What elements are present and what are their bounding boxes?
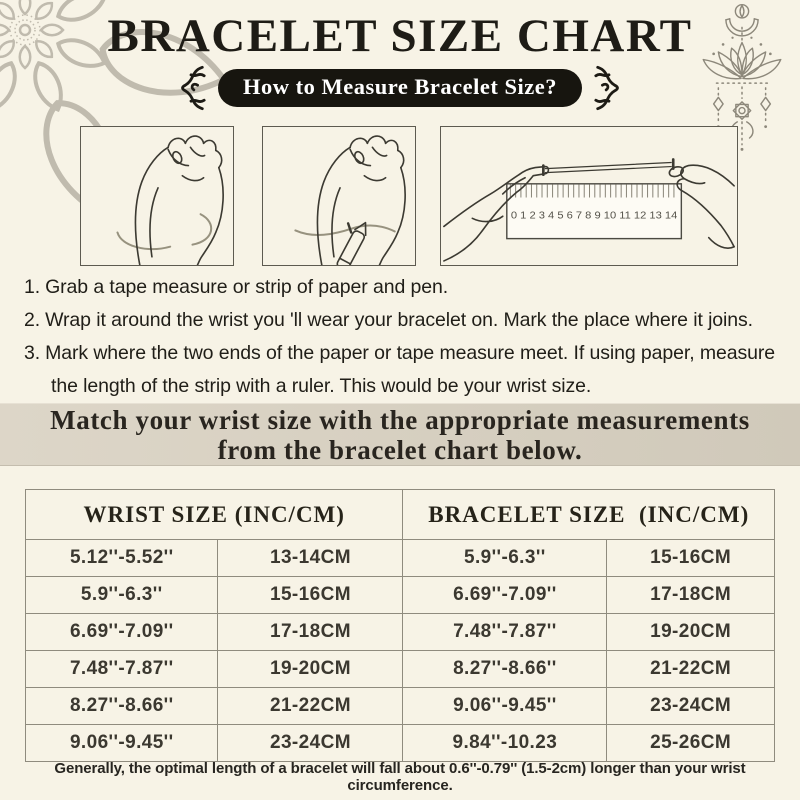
subtitle-row [0, 66, 800, 110]
ruler-numbers: 0 1 2 3 4 5 6 7 8 9 10 11 12 13 14 [510, 210, 678, 222]
wrist-inch-cell: 5.12''-5.52'' [26, 540, 218, 577]
step-3-text: Mark where the two ends of the paper or tape measure meet. If using paper, measure the length of the strip with a ruler. This would be your wrist size. [45, 342, 776, 397]
match-size-banner [0, 403, 800, 466]
wrist-inch-cell: 8.27''-8.66'' [26, 688, 218, 725]
wrist-cm-cell: 17-18CM [218, 614, 403, 651]
wrist-cm-cell: 13-14CM [218, 540, 403, 577]
wrist-cm-cell: 15-16CM [218, 577, 403, 614]
flourish-left-icon [175, 64, 207, 112]
wrist-size-header: WRIST SIZE (INC/CM) [26, 490, 403, 540]
measure-steps [24, 271, 782, 403]
hand-with-tape-drawing [81, 127, 233, 265]
bracelet-inch-cell: 9.84''-10.23 [403, 725, 607, 762]
wrist-cm-cell: 21-22CM [218, 688, 403, 725]
hand-with-pen-drawing [263, 127, 415, 265]
bracelet-inch-cell: 7.48''-7.87'' [403, 614, 607, 651]
bracelet-cm-cell: 19-20CM [607, 614, 775, 651]
bracelet-size-header: BRACELET SIZE (INC/CM) [403, 490, 775, 540]
wrist-inch-cell: 5.9''-6.3'' [26, 577, 218, 614]
wrist-inch-cell: 7.48''-7.87'' [26, 651, 218, 688]
illustration-mark-wrist [262, 126, 416, 266]
table-row [26, 725, 775, 762]
bracelet-cm-cell: 25-26CM [607, 725, 775, 762]
illustration-wrap-tape [80, 126, 234, 266]
bracelet-cm-cell: 15-16CM [607, 540, 775, 577]
bracelet-inch-cell: 8.27''-8.66'' [403, 651, 607, 688]
bracelet-cm-cell: 17-18CM [607, 577, 775, 614]
bracelet-size-table [25, 489, 775, 762]
footer-note: Generally, the optimal length of a bracelet will fall about 0.6''-0.79'' (1.5-2cm) longer than your wrist circumference. [54, 760, 746, 794]
wrist-inch-cell: 9.06''-9.45'' [26, 725, 218, 762]
how-to-measure-pill: How to Measure Bracelet Size? [218, 69, 582, 107]
table-row [26, 614, 775, 651]
banner-line-2: from the bracelet chart below. [217, 434, 583, 465]
wrist-inch-cell: 6.69''-7.09'' [26, 614, 218, 651]
bracelet-inch-cell: 5.9''-6.3'' [403, 540, 607, 577]
bracelet-cm-cell: 23-24CM [607, 688, 775, 725]
step-1-number: 1. [24, 276, 41, 298]
bracelet-inch-cell: 6.69''-7.09'' [403, 577, 607, 614]
flourish-right-icon [593, 64, 625, 112]
step-2-text: Wrap it around the wrist you 'll wear your bracelet on. Mark the place where it joins. [45, 309, 753, 331]
page-title: BRACELET SIZE CHART [107, 10, 693, 62]
wrist-cm-cell: 23-24CM [218, 725, 403, 762]
step-1-text: Grab a tape measure or strip of paper and pen. [45, 276, 449, 298]
table-row [26, 651, 775, 688]
hands-with-ruler-drawing [441, 127, 737, 265]
table-row [26, 688, 775, 725]
wrist-cm-cell: 19-20CM [218, 651, 403, 688]
step-3 [24, 337, 782, 403]
table-row [26, 540, 775, 577]
table-header-row [26, 490, 775, 540]
illustration-measure-ruler [440, 126, 738, 266]
step-2 [24, 304, 782, 337]
banner-line-1: Match your wrist size with the appropriate measurements [50, 404, 750, 435]
step-1 [24, 271, 782, 304]
step-2-number: 2. [24, 309, 41, 331]
bracelet-inch-cell: 9.06''-9.45'' [403, 688, 607, 725]
table-row [26, 577, 775, 614]
step-3-number: 3. [24, 342, 41, 364]
bracelet-cm-cell: 21-22CM [607, 651, 775, 688]
